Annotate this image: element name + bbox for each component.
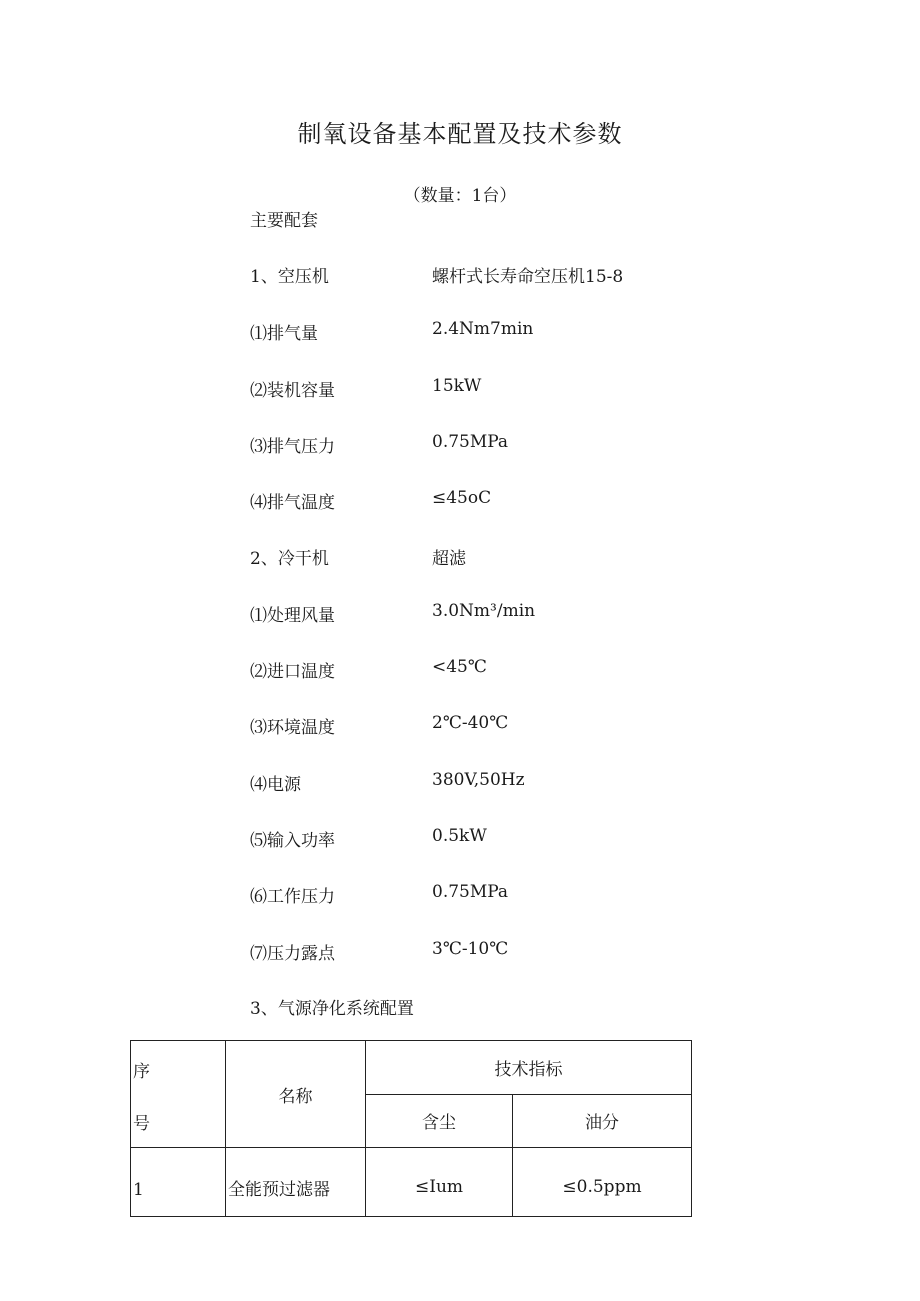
row-seq: 1: [131, 1148, 226, 1217]
spec-row: [0, 882, 920, 908]
spec-value: 15kW: [432, 376, 482, 396]
purification-table: [130, 1040, 692, 1217]
row-oil: ≤0.5ppm: [513, 1148, 692, 1217]
spec-value: <45℃: [432, 657, 487, 677]
table-header-row: [131, 1041, 692, 1095]
spec-row: [0, 432, 920, 458]
oil-header: 油分: [513, 1094, 692, 1148]
row-dust: ≤Ium: [366, 1148, 513, 1217]
spec-row: [0, 319, 920, 345]
spec-value: 2.4Nm7min: [432, 319, 534, 339]
spec-value: 0.75MPa: [432, 882, 509, 902]
tech-header: 技术指标: [366, 1041, 692, 1095]
spec-row: [0, 826, 920, 852]
spec-value: 0.5kW: [432, 826, 487, 846]
spec-value: 3.0Nm³/min: [432, 601, 536, 621]
spec-label: ⑶排气压力: [250, 437, 335, 457]
spec-row: [0, 939, 920, 965]
spec-value: 超滤: [432, 549, 466, 569]
spec-label: ⑷排气温度: [250, 493, 335, 513]
spec-row: [0, 376, 920, 402]
spec-label: ⑺压力露点: [250, 944, 335, 964]
spec-row: [0, 713, 920, 739]
row-name: 全能预过滤器: [226, 1148, 366, 1217]
seq-header-cell: [131, 1041, 226, 1148]
spec-row: [0, 544, 920, 570]
spec-label: 2、冷干机: [250, 549, 329, 569]
spec-label: ⑵进口温度: [250, 662, 335, 682]
spec-value: 0.75MPa: [432, 432, 509, 452]
quantity-subtitle: （数量：1台）: [403, 186, 517, 206]
name-header: 名称: [226, 1041, 366, 1148]
table-row: [131, 1148, 692, 1217]
spec-row: [0, 601, 920, 627]
spec-label: ⑶环境温度: [250, 718, 335, 738]
section-heading-purification: 3、气源净化系统配置: [250, 999, 414, 1019]
spec-value: 3℃-10℃: [432, 939, 509, 959]
document-title: 制氧设备基本配置及技术参数: [297, 120, 623, 148]
spec-label: ⑸输入功率: [250, 831, 335, 851]
spec-value: ≤45oC: [432, 488, 492, 508]
spec-label: ⑴处理风量: [250, 606, 335, 626]
spec-label: ⑵装机容量: [250, 381, 335, 401]
seq-header-line2: 号: [133, 1114, 150, 1134]
spec-label: ⑴排气量: [250, 324, 318, 344]
spec-value: 2℃-40℃: [432, 713, 509, 733]
spec-value: 螺杆式长寿命空压机15-8: [432, 267, 624, 287]
dust-header: 含尘: [366, 1094, 513, 1148]
spec-label: 1、空压机: [250, 267, 329, 287]
spec-row: [0, 488, 920, 514]
spec-label: ⑷电源: [250, 775, 301, 795]
spec-label: ⑹工作压力: [250, 887, 335, 907]
spec-row: [0, 770, 920, 796]
spec-row: [0, 657, 920, 683]
spec-value: 380V,50Hz: [432, 770, 525, 790]
section-heading-main: 主要配套: [250, 211, 318, 231]
spec-row: [0, 262, 920, 288]
seq-header-line1: 序: [133, 1062, 150, 1082]
